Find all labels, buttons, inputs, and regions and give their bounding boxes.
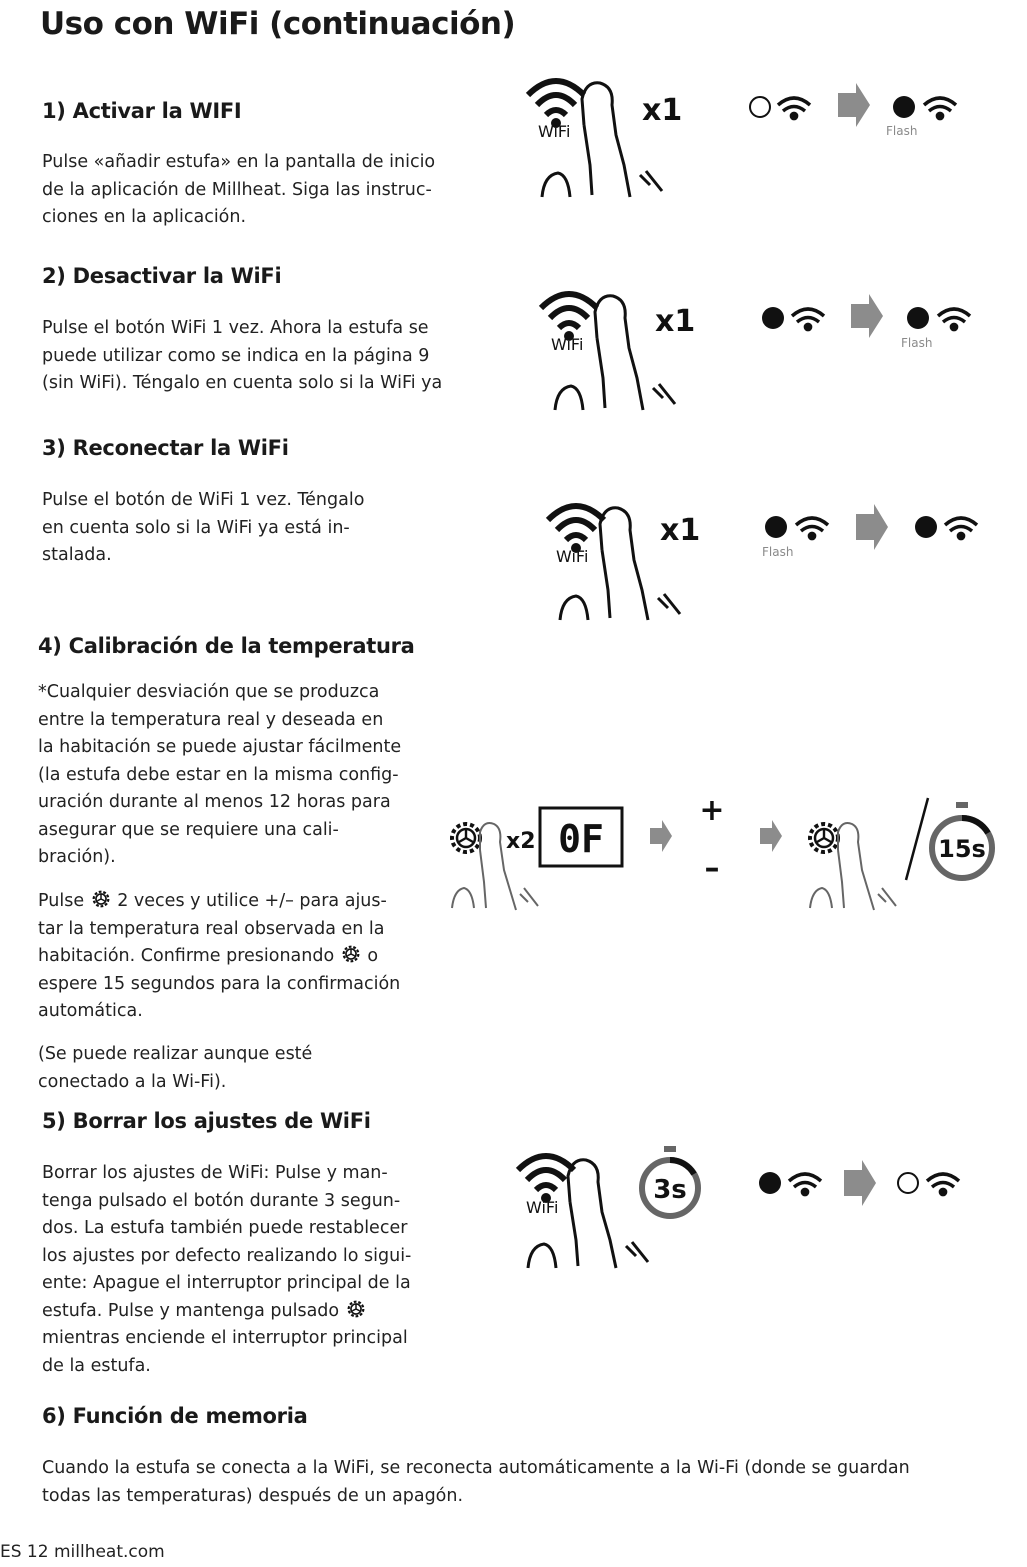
section-heading-deactivate-wifi: 2) Desactivar la WiFi <box>42 264 282 288</box>
text-line: en cuenta solo si la WiFi ya está in- <box>42 517 350 538</box>
text-line: uración durante al menos 12 horas para <box>38 792 391 812</box>
text-line: mientras enciende el interruptor principal <box>42 1328 408 1348</box>
flash-label: Flash <box>762 545 794 559</box>
settings-gear-icon <box>452 824 480 852</box>
wifi-label: WiFi <box>556 547 589 566</box>
text-line: automática. <box>38 1001 143 1021</box>
text-line: de la estufa. <box>42 1355 151 1376</box>
wifi-signal-icon <box>938 309 970 330</box>
wifi-signal-icon <box>796 518 828 539</box>
led-on-icon <box>765 516 787 538</box>
text-line: la habitación se puede ajustar fácilmente <box>38 737 402 757</box>
section-heading-memory: 6) Función de memoria <box>42 1404 308 1428</box>
section-text-calibration-steps <box>38 888 400 1026</box>
wifi-button-icon <box>541 294 597 354</box>
wifi-button-icon <box>548 506 604 566</box>
text-line: los ajustes por defecto realizando lo sigui- <box>42 1245 412 1266</box>
led-off-icon <box>898 1173 918 1193</box>
text-line: asegurar que se requiere una cali- <box>38 819 339 840</box>
text-line: de la aplicación de Millheat. Siga las instruc- <box>42 179 432 200</box>
text-line: tar la temperatura real observada en la <box>38 918 385 939</box>
led-off-icon <box>750 97 770 117</box>
text-line: stalada. <box>42 545 112 565</box>
arrow-right-icon <box>650 820 672 852</box>
arrow-right-icon <box>844 1160 876 1206</box>
led-on-icon <box>893 96 915 118</box>
wifi-button-icon <box>518 1156 574 1217</box>
text-line: (Se puede realizar aunque esté <box>38 1044 313 1064</box>
figure-reset-wifi <box>512 1140 982 1275</box>
section-text-reset-wifi <box>42 1160 411 1380</box>
text-line: (sin WiFi). Téngalo en cuenta solo si la WiFi ya <box>42 373 443 393</box>
text-line: espere 15 segundos para la confirmación <box>38 973 401 994</box>
timer-label: 3s <box>653 1175 687 1205</box>
section-text-calibration-note <box>38 1041 312 1096</box>
wifi-label: WiFi <box>551 335 584 354</box>
plus-icon: + <box>699 793 725 828</box>
wifi-signal-icon <box>792 309 824 330</box>
text-fragment: habitación. Confirme presionando <box>38 946 335 966</box>
text-line: ciones en la aplicación. <box>42 207 247 227</box>
text-line: (la estufa debe estar en la misma config- <box>38 764 399 785</box>
figure-reconnect-wifi <box>540 490 990 630</box>
arrow-right-icon <box>851 294 883 338</box>
section-heading-reset-wifi: 5) Borrar los ajustes de WiFi <box>42 1109 371 1133</box>
led-on-icon <box>762 307 784 329</box>
figure-calibration <box>440 790 1010 920</box>
section-text-calibration-intro <box>38 679 401 872</box>
timer-15s-icon <box>932 802 992 878</box>
section-text-reconnect-wifi <box>42 487 364 570</box>
temperature-display <box>540 808 622 866</box>
press-count: x1 <box>655 304 696 339</box>
flash-label: Flash <box>901 336 933 350</box>
wifi-signal-icon <box>789 1174 821 1195</box>
figure-activate-wifi <box>520 65 1000 205</box>
wifi-signal-icon <box>927 1174 959 1195</box>
settings-gear-icon <box>90 888 112 910</box>
wifi-signal-icon <box>945 518 977 539</box>
text-line: conectado a la Wi-Fi). <box>38 1071 227 1092</box>
text-line: Cuando la estufa se conecta a la WiFi, se reconecta automáticamente a la Wi-Fi (donde se guardan <box>42 1458 910 1478</box>
section-heading-calibration: 4) Calibración de la temperatura <box>38 634 415 658</box>
settings-gear-icon <box>345 1298 367 1320</box>
flash-label: Flash <box>886 124 918 138</box>
text-fragment: estufa. Pulse y mantenga pulsado <box>42 1300 340 1321</box>
text-line: *Cualquier desviación que se produzca <box>38 682 380 702</box>
text-line: dos. La estufa también puede restablecer <box>42 1218 408 1238</box>
section-heading-activate-wifi: 1) Activar la WIFI <box>42 99 242 123</box>
section-text-memory <box>42 1455 910 1510</box>
figure-deactivate-wifi <box>533 278 993 418</box>
text-line: entre la temperatura real y deseada en <box>38 709 384 730</box>
led-on-icon <box>759 1172 781 1194</box>
separator-slash <box>906 798 928 880</box>
text-line: ente: Apague el interruptor principal de la <box>42 1273 411 1293</box>
led-on-icon <box>907 307 929 329</box>
arrow-right-icon <box>856 504 888 550</box>
text-line: puede utilizar como se indica en la página 9 <box>42 345 430 366</box>
text-line: Borrar los ajustes de WiFi: Pulse y man- <box>42 1163 388 1183</box>
text-line: Pulse el botón WiFi 1 vez. Ahora la estufa se <box>42 318 429 338</box>
led-on-icon <box>915 516 937 538</box>
section-text-deactivate-wifi <box>42 315 442 398</box>
text-fragment: o <box>361 946 379 966</box>
text-line: todas las temperaturas) después de un apagón. <box>42 1485 464 1506</box>
press-count: x2 <box>506 829 536 854</box>
text-line: Pulse el botón de WiFi 1 vez. Téngalo <box>42 490 365 510</box>
wifi-signal-icon <box>778 98 810 119</box>
text-line <box>38 943 400 971</box>
minus-icon: – <box>704 851 720 886</box>
settings-gear-icon <box>340 943 362 965</box>
press-count: x1 <box>642 93 683 128</box>
wifi-signal-icon <box>924 98 956 119</box>
text-line <box>38 888 400 916</box>
text-line <box>42 1298 411 1326</box>
section-text-activate-wifi <box>42 149 435 232</box>
wifi-button-icon <box>528 81 584 141</box>
arrow-right-icon <box>760 820 782 852</box>
text-line: Pulse «añadir estufa» en la pantalla de inicio <box>42 152 436 172</box>
wifi-label: WiFi <box>526 1198 559 1217</box>
text-line: bración). <box>38 847 116 867</box>
section-heading-reconnect-wifi: 3) Reconectar la WiFi <box>42 436 289 460</box>
text-fragment: Pulse <box>38 891 85 911</box>
text-fragment: 2 veces y utilice +/– para ajus- <box>111 891 387 911</box>
wifi-label: WiFi <box>538 122 571 141</box>
timer-3s-icon <box>642 1146 698 1216</box>
timer-label: 15s <box>938 835 986 863</box>
page-title: Uso con WiFi (continuación) <box>40 6 516 42</box>
text-line: tenga pulsado el botón durante 3 segun- <box>42 1190 401 1211</box>
press-count: x1 <box>660 513 701 548</box>
page-footer: ES 12 millheat.com <box>0 1542 165 1562</box>
settings-gear-icon <box>810 824 838 852</box>
display-value: 0F <box>558 817 604 861</box>
arrow-right-icon <box>838 83 870 127</box>
